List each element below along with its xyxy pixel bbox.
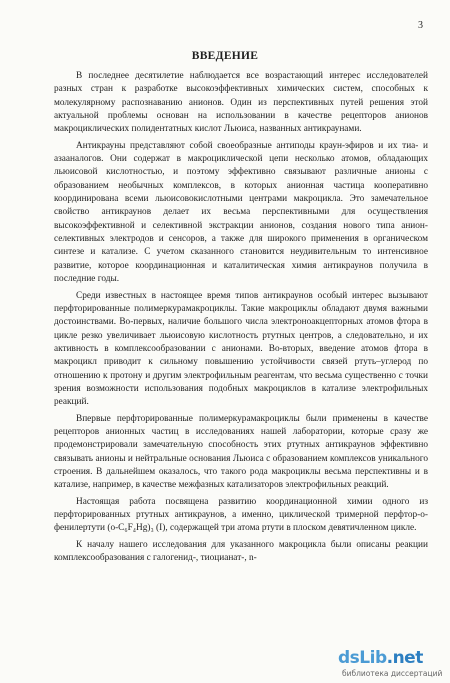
paragraph-3: Среди известных в настоящее время типов антикраунов особый интерес вызывают перфторированные полимеркурамакроциклы. Такие макроциклы обладают двумя важными достоинствами. Во-первых, наличие большого числа электроноакцепторных атомов фтора в цикле резко увеличивает льюисовую кислотность ртутных центров, а следовательно, и их активность в комплексообразовании с анионами. Во-вторых, введение атомов фтора в макроцикл приводит к сильному повышению устойчивости связей ртуть–углерод по отношению к протону и другим электрофильным реагентам, что весьма существенно с точки зрения возможности использования подобных макроциклов в катализе электрофильных реакций. bbox=[54, 290, 428, 408]
paragraph-4: Впервые перфторированные полимеркурамакроциклы были применены в качестве рецепторов анионных частиц в исследованиях нашей лаборатории, которые сразу же продемонстрировали замечательную способность этих ртутных антикраунов эффективно связывать анионы и нейтральные основания Льюиса с образованием комплексов уникального строения. В дальнейшем оказалось, что такого рода макроциклы весьма перспективны и в катализе, например, в качестве межфазных катализаторов электрофильных реакций. bbox=[54, 413, 428, 491]
paragraph-5: Настоящая работа посвящена развитию координационной химии одного из перфторированных ртутных антикраунов, а именно, циклической тримерной перфтор-о-фенилертути (о-C₆F₄Hg)₃ (I), содержащей три атома ртути в плоском девятичленном цикле. bbox=[54, 496, 428, 534]
watermark-tagline: библиотека диссертаций bbox=[342, 669, 443, 678]
watermark-logo bbox=[338, 648, 423, 668]
watermark bbox=[338, 647, 450, 683]
watermark-logo-prefix: dsLib bbox=[338, 648, 387, 668]
body-text bbox=[54, 70, 428, 565]
page-title: ВВЕДЕНИЕ bbox=[191, 50, 259, 62]
page-number: 3 bbox=[418, 20, 423, 31]
paragraph-1: В последнее десятилетие наблюдается все возрастающий интерес исследователей разных стран к разработке высокоэффективных химических систем, способных к молекулярному распознаванию анионов. Один из перспективных путей решения этой актуальной проблемы основан на использовании в качестве рецепторов анионов макроциклических полидентатных кислот Льюиса, названных антикраунами. bbox=[54, 71, 428, 135]
paragraph-2: Антикрауны представляют собой своеобразные антиподы краун-эфиров и их тиа- и азааналогов. Они содержат в макроциклической цепи несколько атомов, обладающих льюисовой кислотностью, и поэтому эффективно связывают различные анионы с образованием необычных комплексов, в которых анионная частица кооперативно координирована всеми льюисовокислотными центрами макроцикла. Это замечательное свойство антикраунов делает их весьма перспективными для осуществления высокоэффективной и селективной экстракции анионов, создания нового типа анион-селективных электродов и сенсоров, а также для широкого применения в органическом синтезе и катализе. С учетом сказанного становится неудивительным то интенсивное развитие, которое координационная и каталитическая химия антикраунов получила в последние годы. bbox=[54, 140, 428, 285]
paragraph-6: К началу нашего исследования для указанного макроцикла были описаны реакции комплексообразования с галогенид-, тиоцианат-, n- bbox=[54, 539, 428, 564]
watermark-logo-suffix: .net bbox=[386, 648, 423, 668]
